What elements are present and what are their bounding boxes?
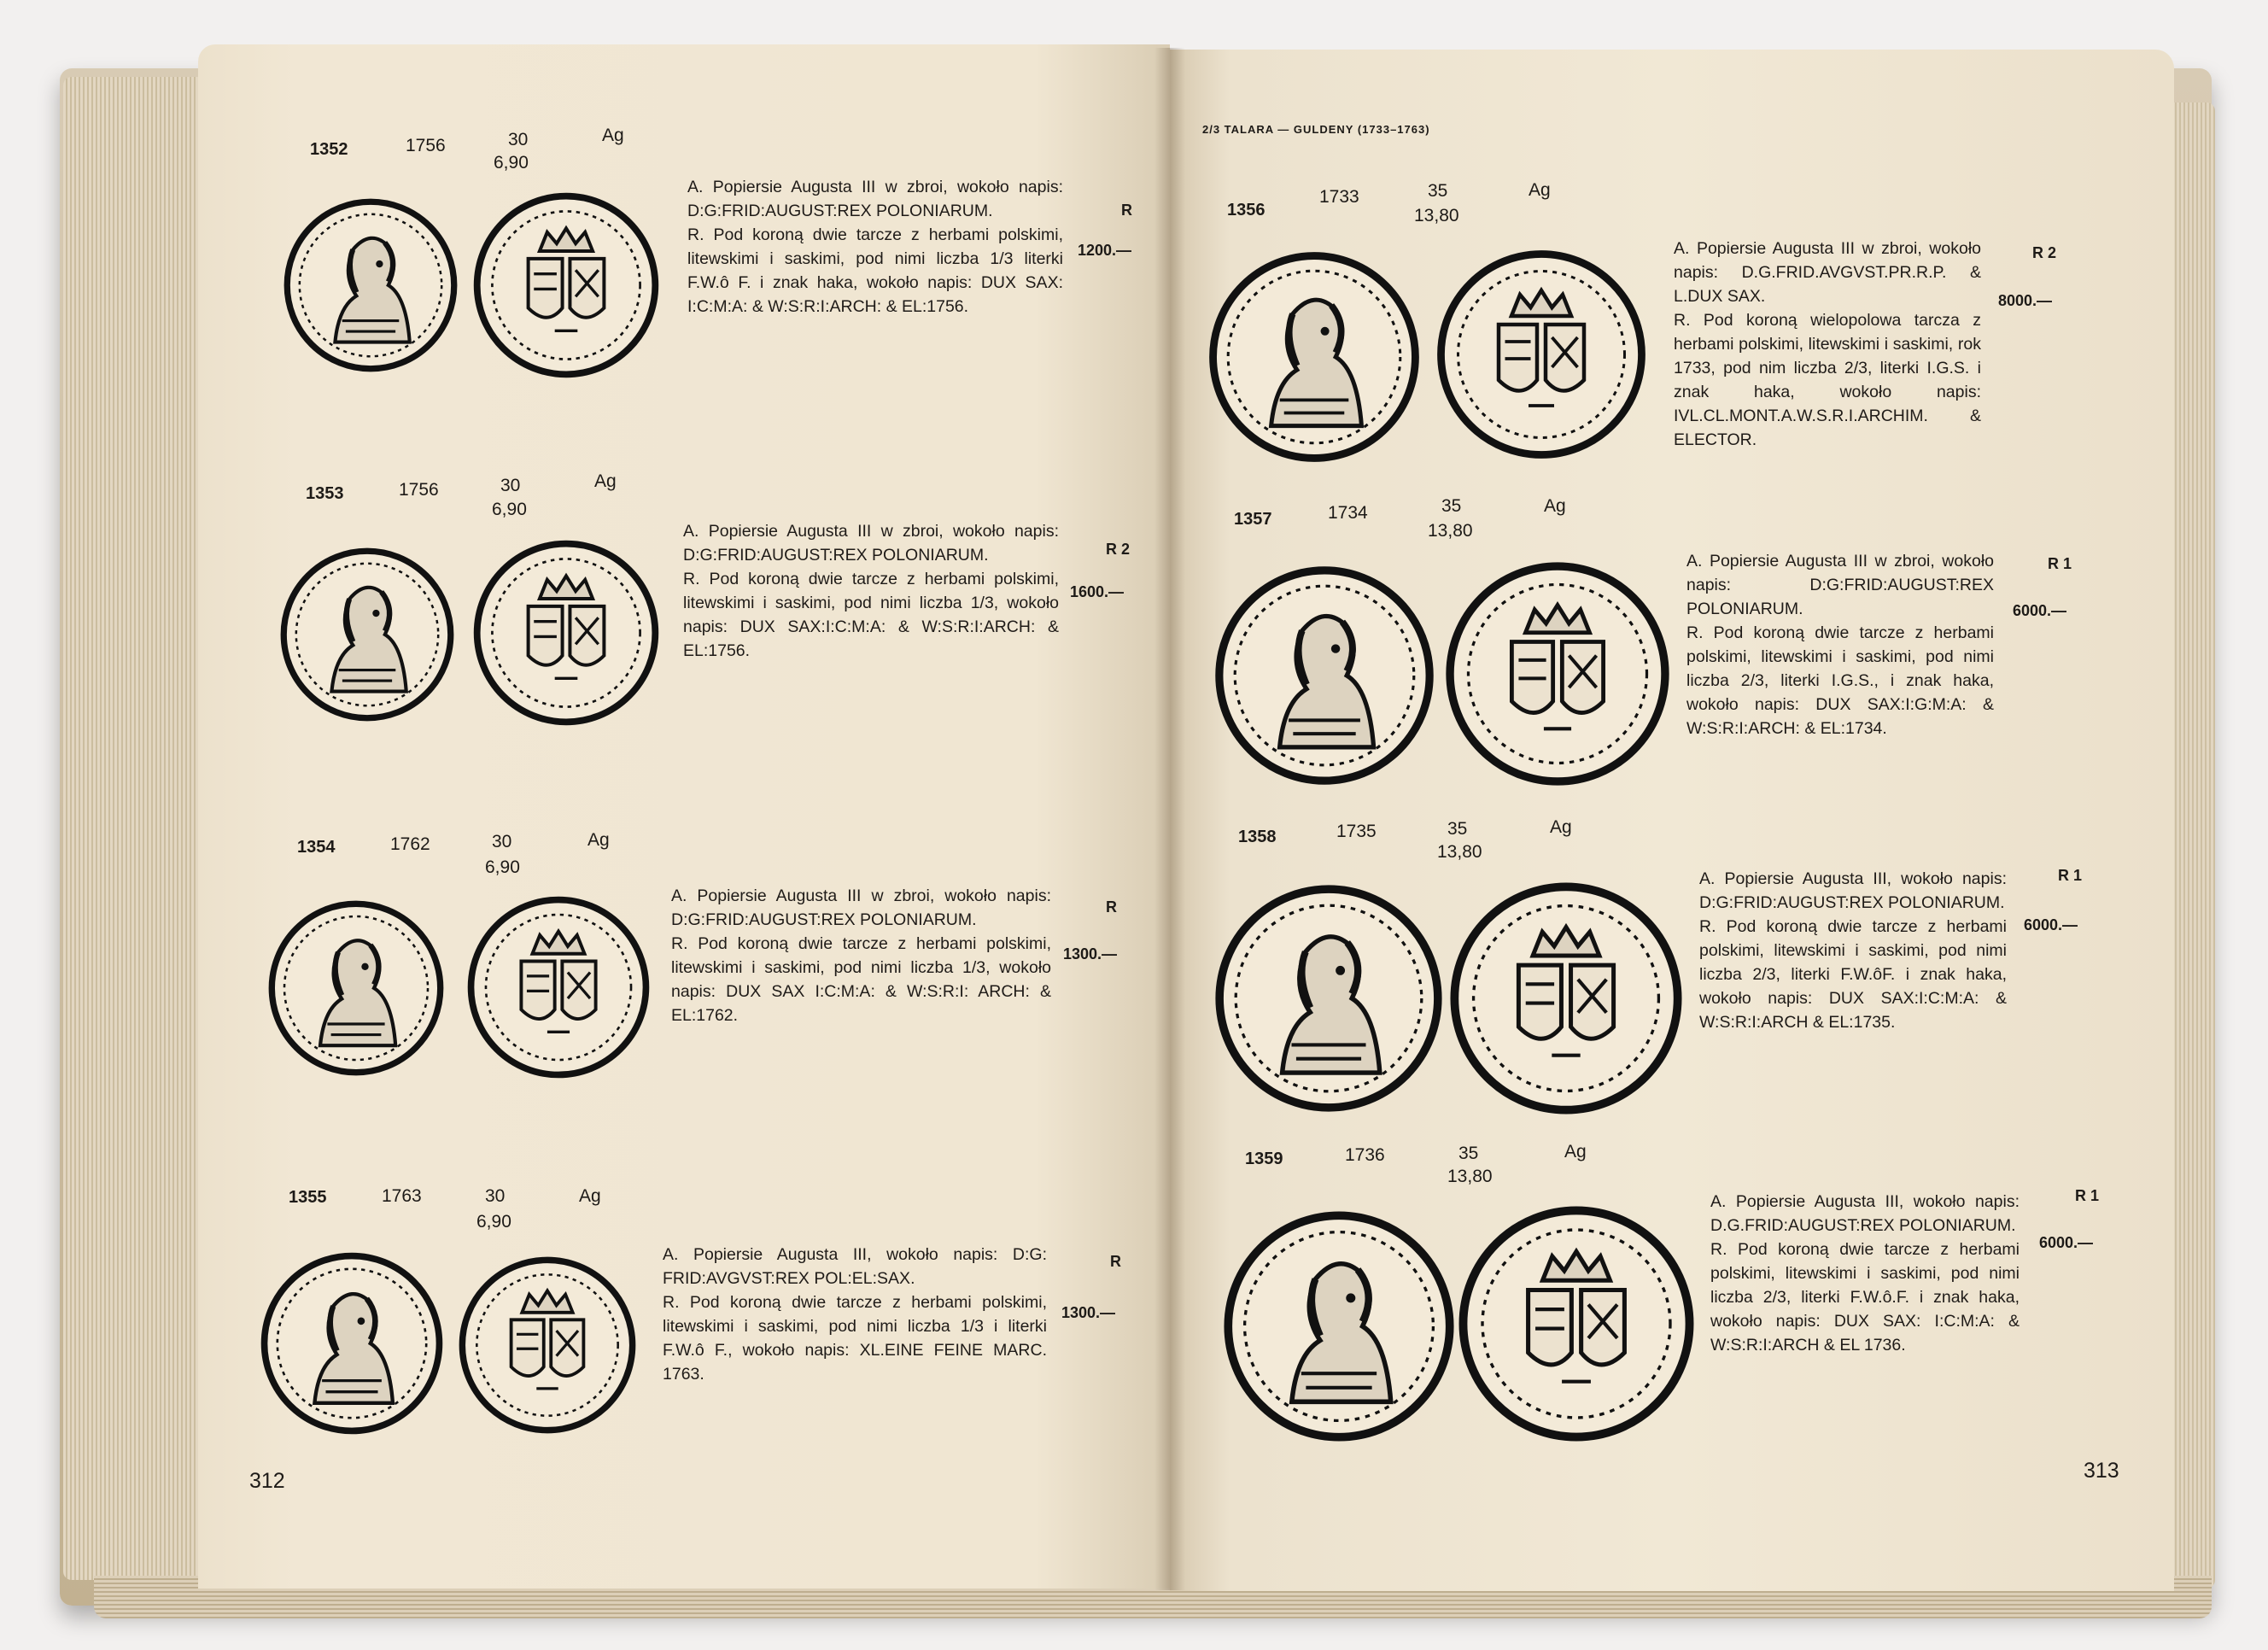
coin-obverse-portrait-icon <box>266 897 446 1080</box>
entry-number: 1358 <box>1238 828 1277 846</box>
coin-obverse-portrait-svg <box>282 181 459 389</box>
entry-weight: 13,80 <box>1428 521 1473 541</box>
coin-reverse-arms-svg <box>457 1243 638 1447</box>
obverse-description: A. Popiersie Augusta III, wokoło napis: D:G: FRID:AVGVST:REX POL:EL:SAX. <box>663 1245 1047 1288</box>
entry-metal: Ag <box>594 471 617 491</box>
entry-size: 30 <box>485 1186 506 1206</box>
entry-number: 1354 <box>297 838 336 857</box>
entry-description <box>1686 549 1994 740</box>
entry-weight: 6,90 <box>492 500 527 519</box>
coin-obverse-portrait-svg <box>1221 1204 1457 1448</box>
reverse-description: R. Pod koroną dwie tarcze z herbami polskimi, litewskimi i saskimi, pod nimi liczba 1/3 i literki F.W.ô F., wokoło napis: XL.EINE FEINE MARC. 1763. <box>663 1293 1047 1384</box>
entry-number: 1359 <box>1245 1150 1283 1168</box>
obverse-description: A. Popiersie Augusta III, wokoło napis: D.G.FRID:AUGUST:REX POLONIARUM. <box>1710 1192 2020 1235</box>
reverse-description: R. Pod koroną dwie tarcze z herbami polskimi, litewskimi i saskimi, pod nimi liczba 2/3, literki F.W.ô.F. i znak haka, wokoło napis: DUX SAX: I:C:M:A: & W:S:R:I:ARCH & EL 1736. <box>1710 1240 2020 1355</box>
entry-metal: Ag <box>602 126 624 145</box>
coin-obverse-portrait-icon <box>1221 1204 1457 1448</box>
coin-obverse-portrait-icon <box>1207 244 1422 470</box>
obverse-description: A. Popiersie Augusta III, wokoło napis: D:G:FRID:AUGUST:REX POLONIARUM. <box>1699 869 2007 912</box>
entry-metal: Ag <box>1550 817 1572 837</box>
reverse-description: R. Pod koroną dwie tarcze z herbami polskimi, litewskimi i saskimi, pod nimi liczba 1/3 literki F.W.ô F. i znak haka, wokoło napis: DUX SAX: I:C:M:A: & W:S:R:I:ARCH: & EL:1756. <box>687 225 1063 316</box>
entry-metal: Ag <box>1564 1142 1587 1161</box>
entry-size: 35 <box>1428 181 1448 201</box>
coin-reverse-arms-icon <box>1447 875 1685 1121</box>
entry-description <box>1699 867 2007 1034</box>
entry-weight: 6,90 <box>485 857 520 877</box>
entry-year: 1762 <box>390 834 430 854</box>
rarity-grade: R 2 <box>1106 541 1131 558</box>
entry-description <box>1710 1190 2020 1357</box>
coin-obverse-portrait-icon <box>278 536 456 733</box>
page-number-right: 313 <box>2084 1459 2119 1483</box>
obverse-description: A. Popiersie Augusta III w zbroi, wokoło napis: D.G.FRID.AVGVST.PR.R.P. & L.DUX SAX. <box>1674 239 1981 306</box>
coin-reverse-arms-svg <box>471 530 661 736</box>
rarity-grade: R 1 <box>2048 555 2072 572</box>
coin-reverse-arms-svg <box>1435 239 1648 470</box>
coin-reverse-arms-icon <box>471 181 661 389</box>
rarity-grade: R 1 <box>2058 867 2083 884</box>
coin-reverse-arms-icon <box>1443 553 1672 794</box>
running-head: 2/3 TALARA — GULDENY (1733–1763) <box>1202 123 1430 136</box>
entry-year: 1756 <box>399 480 439 500</box>
coin-obverse-portrait-icon <box>1213 880 1445 1117</box>
obverse-description: A. Popiersie Augusta III w zbroi, wokoło napis: D:G:FRID:AUGUST:REX POLONIARUM. <box>683 522 1059 565</box>
coin-reverse-arms-icon <box>1456 1200 1697 1448</box>
entry-number: 1356 <box>1227 201 1266 219</box>
catalog-price: 1300.— <box>1063 945 1118 962</box>
coin-obverse-portrait-svg <box>1213 880 1445 1117</box>
coin-obverse-portrait-icon <box>282 181 459 389</box>
coin-obverse-portrait-icon <box>259 1247 445 1440</box>
entry-description <box>1674 237 1981 452</box>
coin-obverse-portrait-svg <box>278 536 456 733</box>
rarity-grade: R <box>1110 1253 1121 1270</box>
catalog-price: 6000.— <box>2013 602 2067 619</box>
entry-year: 1734 <box>1328 503 1368 523</box>
entry-description <box>687 175 1063 319</box>
entry-weight: 13,80 <box>1437 842 1482 862</box>
coin-reverse-arms-svg <box>1447 875 1685 1121</box>
entry-metal: Ag <box>579 1186 601 1206</box>
entry-weight: 6,90 <box>494 153 529 173</box>
entry-size: 35 <box>1441 496 1462 516</box>
entry-year: 1733 <box>1319 187 1359 207</box>
page-number-left: 312 <box>249 1469 285 1493</box>
coin-reverse-arms-icon <box>465 888 652 1086</box>
catalog-price: 1200.— <box>1078 242 1132 259</box>
book-gutter <box>1154 48 1185 1590</box>
entry-number: 1355 <box>289 1188 327 1207</box>
entry-size: 35 <box>1458 1144 1479 1163</box>
coin-reverse-arms-icon <box>471 530 661 736</box>
coin-obverse-portrait-svg <box>1207 244 1422 470</box>
entry-number: 1353 <box>306 484 344 503</box>
coin-reverse-arms-icon <box>1435 239 1648 470</box>
coin-reverse-arms-svg <box>465 888 652 1086</box>
reverse-description: R. Pod koroną dwie tarcze z herbami polskimi, litewskimi i saskimi, pod nimi liczba 1/3, wokoło napis: DUX SAX:I:C:M:A: & W:S:R:I:ARCH: & EL:1756. <box>683 570 1059 660</box>
entry-weight: 13,80 <box>1414 206 1459 225</box>
reverse-description: R. Pod koroną dwie tarcze z herbami polskimi, litewskimi i saskimi, pod nimi liczba 2/3, literki I.G.S., i znak haka, wokoło napis: DUX SAX:I:G:M:A: & W:S:R:I:ARCH: & EL:1734. <box>1686 623 1994 738</box>
obverse-description: A. Popiersie Augusta III w zbroi, wokoło napis: D:G:FRID:AUGUST:REX POLONIARUM. <box>687 178 1063 220</box>
entry-description <box>683 519 1059 663</box>
entry-size: 30 <box>500 476 521 495</box>
reverse-description: R. Pod koroną wielopolowa tarcza z herbami polskimi, litewskimi i saskimi, rok 1733, pod nim liczba 2/3, literki I.G.S. i znak haka, wokoło napis: IVL.CL.MONT.A.W.S.R.I.ARCHIM. & ELECTOR. <box>1674 311 1981 449</box>
rarity-grade: R <box>1121 202 1132 219</box>
catalog-price: 1600.— <box>1070 583 1125 600</box>
entry-year: 1763 <box>382 1186 422 1206</box>
entry-description <box>663 1243 1047 1386</box>
coin-reverse-arms-svg <box>1456 1200 1697 1448</box>
entry-number: 1357 <box>1234 510 1272 529</box>
coin-obverse-portrait-icon <box>1213 559 1436 792</box>
entry-metal: Ag <box>1529 180 1551 200</box>
coin-reverse-arms-svg <box>471 181 661 389</box>
coin-obverse-portrait-svg <box>259 1247 445 1440</box>
page-stack-left-edge <box>63 77 208 1580</box>
reverse-description: R. Pod koroną dwie tarcze z herbami polskimi, litewskimi i saskimi, pod nimi liczba 1/3, wokoło napis: DUX SAX I:C:M:A: & W:S:R:I: ARCH: & EL:1762. <box>671 934 1051 1025</box>
entry-size: 30 <box>508 130 529 149</box>
entry-size: 30 <box>492 832 512 851</box>
entry-size: 35 <box>1447 819 1468 839</box>
rarity-grade: R <box>1106 898 1117 916</box>
obverse-description: A. Popiersie Augusta III w zbroi, wokoło napis: D:G:FRID:AUGUST:REX POLONIARUM. <box>1686 552 1994 618</box>
catalog-price: 6000.— <box>2039 1234 2094 1251</box>
entry-year: 1756 <box>406 136 446 155</box>
rarity-grade: R 2 <box>2032 244 2057 261</box>
coin-reverse-arms-icon <box>457 1243 638 1447</box>
entry-metal: Ag <box>1544 496 1566 516</box>
entry-description <box>671 884 1051 1027</box>
entry-number: 1352 <box>310 140 348 159</box>
coin-obverse-portrait-svg <box>266 897 446 1080</box>
catalog-price: 1300.— <box>1061 1304 1116 1321</box>
entry-weight: 6,90 <box>476 1212 511 1232</box>
catalog-price: 8000.— <box>1998 292 2053 309</box>
entry-year: 1736 <box>1345 1145 1385 1165</box>
catalog-price: 6000.— <box>2024 916 2078 933</box>
entry-metal: Ag <box>587 830 610 850</box>
obverse-description: A. Popiersie Augusta III w zbroi, wokoło napis: D:G:FRID:AUGUST:REX POLONIARUM. <box>671 886 1051 929</box>
reverse-description: R. Pod koroną dwie tarcze z herbami polskimi, litewskimi i saskimi, pod nimi liczba 2/3, literki F.W.ôF. i znak haka, wokoło napis: DUX SAX:I:C:M:A: & W:S:R:I:ARCH & EL:1735. <box>1699 917 2007 1032</box>
rarity-grade: R 1 <box>2075 1187 2100 1204</box>
entry-weight: 13,80 <box>1447 1167 1493 1186</box>
entry-year: 1735 <box>1336 822 1377 841</box>
coin-reverse-arms-svg <box>1443 553 1672 794</box>
coin-obverse-portrait-svg <box>1213 559 1436 792</box>
